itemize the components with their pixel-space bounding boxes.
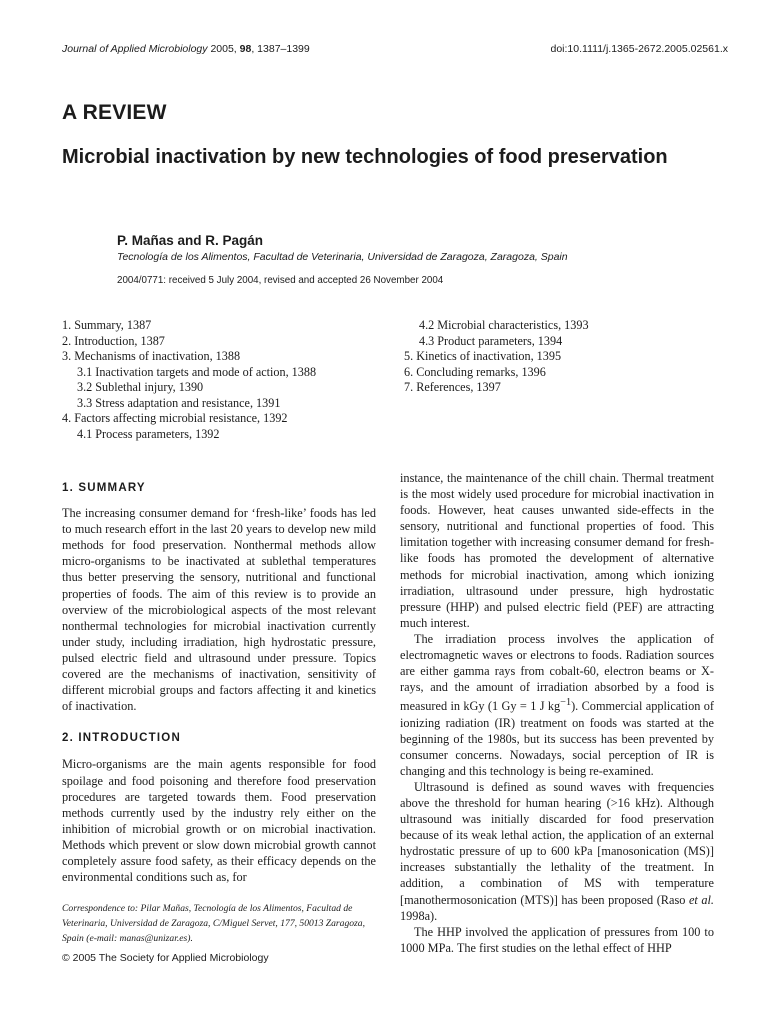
unit-text: 1 J kg <box>526 699 561 714</box>
toc-subitem[interactable]: 4.3 Product parameters, 1394 <box>419 333 563 348</box>
toc-item[interactable]: 1. Summary, 1387 <box>62 318 152 332</box>
toc-subitem[interactable]: 4.2 Microbial characteristics, 1393 <box>419 318 589 332</box>
toc-item[interactable]: 6. Concluding remarks, 1396 <box>404 364 546 379</box>
toc-subitem[interactable]: 3.2 Sublethal injury, 1390 <box>77 380 204 394</box>
introduction-paragraph: Micro-organisms are the main agents responsible for food spoilage and food poisoning and therefore food preservation procedures are targeted towards them. Food preservation methods currently used by the industry rely either on the inhibition of microbial growth or on microbial inactivation. Methods which prevent or slow down microbial growth cannot completely assure food safety, as their efficacy depends on the environmental conditions such as, for <box>62 757 376 885</box>
toc-subitem[interactable]: 3.3 Stress adaptation and resistance, 1391 <box>77 395 281 410</box>
toc-item[interactable]: 5. Kinetics of inactivation, 1395 <box>404 349 562 363</box>
authors: P. Mañas and R. Pagán <box>117 233 264 248</box>
doi: doi:10.1111/j.1365-2672.2005.02561.x <box>550 43 728 55</box>
article-title: Microbial inactivation by new technologies of food preservation <box>62 146 668 168</box>
correspondence-text: Pilar Mañas, Tecnología de los Alimentos, Facultad de Veterinaria, Universidad de Zaragoza, C/Miguel Servet, 177, 50013 Zaragoza, Spain (e-mail: manas@unizar.es). <box>62 903 365 944</box>
received-dates: 2004/0771: received 5 July 2004, revised and accepted 26 November 2004 <box>117 275 444 286</box>
summary-heading: 1. SUMMARY <box>62 482 146 494</box>
ultrasound-paragraph <box>400 779 714 924</box>
et-al: et al. <box>688 892 715 907</box>
summary-paragraph: The increasing consumer demand for ‘fresh-like’ foods has led to much research effort in the last 20 years to develop new mild methods for food preservation. Nonthermal methods allow micro-organisms to be inactivated at sublethal temperatures thus better preserving the sensory, nutritional and functional properties of foods. The aim of this review is to provide an overview of the microbiological aspects of the most relevant nonthermal technologies for microbial inactivation currently under study, including irradiation, high hydrostatic pressure, pulsed electric field and ultrasound under pressure. Topics covered are the mechanisms of inactivation, sensitivity of different microbial groups and factors affecting it and kinetics of inactivation. <box>62 506 376 714</box>
copyright-footer: © 2005 The Society for Applied Microbiology <box>62 952 269 964</box>
irradiation-text: The irradiation process involves the application of electromagnetic waves or electrons to foods. Radiation sources are either gamma rays from cobalt-60, electron beams or X-rays, and the amount of irradiation absorbed by a food is measured in kGy (1 Gy <box>400 631 714 714</box>
right-column <box>400 470 714 956</box>
toc-item[interactable]: 4. Factors affecting microbial resistance, 1392 <box>62 411 288 425</box>
correspondence-note <box>62 902 376 946</box>
irradiation-text-continued: ). Commercial application of ionizing radiation (IR) treatment on foods was started at the beginning of the 1980s, but its success has been prevented by consumer concerns. Nowadays, social perception of IR is changing and this technology is being re-examined. <box>400 699 714 778</box>
journal-name: Journal of Applied Microbiology <box>62 43 208 55</box>
journal-citation <box>62 43 310 55</box>
body-paragraph: instance, the maintenance of the chill chain. Thermal treatment is the most widely used procedure for microbial inactivation in foods. However, heat causes unwanted side-effects in the sensory, nutritional and functional properties of food. This limitation together with increasing consumer demand for fresh-like foods has promoted the development of alternative methods for microbial inactivation, among which ionizing irradiation, ultrasound under pressure, high hydrostatic pressure (HHP) and pulsed electric field (PEF) are attracting much interest. <box>400 471 714 630</box>
irradiation-paragraph <box>400 631 714 779</box>
ultrasound-text: Ultrasound is defined as sound waves with frequencies above the threshold for human hearing (>16 kHz). Although ultrasound was initially discarded for food preservation because of its weak lethal action, the application of an external hydrostatic pressure of up to 600 kPa [manosonication (MS)] increases substantially the lethality of the treatment. In addition, a combination of MS with temperature [manothermosonication (MTS)] has been proposed (Raso <box>400 779 714 907</box>
correspondence-label: Correspondence to: <box>62 903 139 914</box>
journal-pages: , 1387–1399 <box>251 43 310 55</box>
section-type: A REVIEW <box>62 101 167 124</box>
ultrasound-citation-end: 1998a). <box>400 908 438 923</box>
left-column <box>62 470 376 885</box>
toc-item[interactable]: 7. References, 1397 <box>404 380 501 394</box>
hhp-paragraph: The HHP involved the application of pressures from 100 to 1000 MPa. The first studies on the lethal effect of HHP <box>400 924 714 955</box>
table-of-contents-left <box>62 318 316 442</box>
superscript: −1 <box>560 697 572 709</box>
toc-item[interactable]: 3. Mechanisms of inactivation, 1388 <box>62 349 241 363</box>
toc-subitem[interactable]: 4.1 Process parameters, 1392 <box>77 426 220 441</box>
equals-sign: = <box>519 699 527 714</box>
toc-item[interactable]: 2. Introduction, 1387 <box>62 333 165 348</box>
journal-volume: 98 <box>239 43 252 55</box>
introduction-heading: 2. INTRODUCTION <box>62 732 181 745</box>
table-of-contents-right <box>404 318 589 396</box>
toc-subitem[interactable]: 3.1 Inactivation targets and mode of action, 1388 <box>77 364 317 379</box>
journal-year: 2005, <box>207 43 240 55</box>
affiliation: Tecnología de los Alimentos, Facultad de Veterinaria, Universidad de Zaragoza, Zaragoza, Spain <box>117 251 568 263</box>
